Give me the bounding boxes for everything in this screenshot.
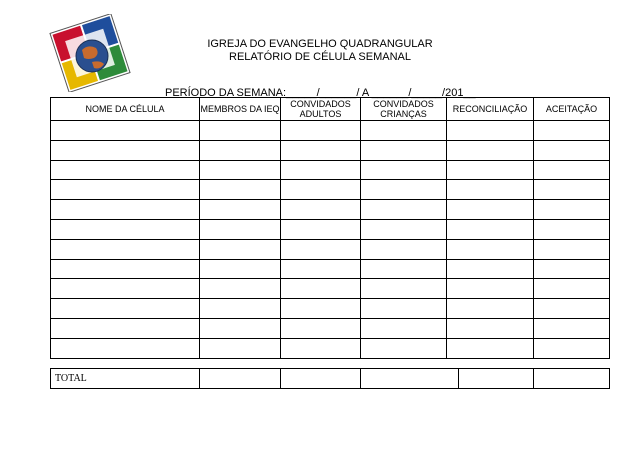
table-cell[interactable] [281,318,361,338]
total-cell[interactable] [200,369,281,389]
table-row [51,338,610,358]
table-cell[interactable] [361,239,447,259]
table-cell[interactable] [281,259,361,279]
table-cell[interactable] [200,259,281,279]
table-cell[interactable] [51,239,200,259]
col-header-aceitacao: ACEITAÇÃO [534,98,610,121]
table-cell[interactable] [51,140,200,160]
table-cell[interactable] [447,121,534,141]
table-cell[interactable] [447,140,534,160]
table-cell[interactable] [361,140,447,160]
table-cell[interactable] [200,121,281,141]
table-cell[interactable] [51,279,200,299]
table-cell[interactable] [200,200,281,220]
table-cell[interactable] [361,219,447,239]
table-row [51,140,610,160]
total-cell[interactable] [281,369,361,389]
table-cell[interactable] [51,180,200,200]
table-cell[interactable] [200,140,281,160]
table-cell[interactable] [447,160,534,180]
table-cell[interactable] [200,160,281,180]
total-cell[interactable] [459,369,534,389]
table-cell[interactable] [200,279,281,299]
table-row [51,219,610,239]
table-cell[interactable] [534,121,610,141]
table-cell[interactable] [534,239,610,259]
table-cell[interactable] [51,200,200,220]
church-name: IGREJA DO EVANGELHO QUADRANGULAR [207,38,433,50]
church-logo-icon [48,14,132,92]
table-cell[interactable] [534,200,610,220]
table-cell[interactable] [534,140,610,160]
table-row [51,239,610,259]
table-row [51,318,610,338]
table-row [51,200,610,220]
period-label: PERÍODO DA SEMANA: [165,87,287,99]
table-cell[interactable] [200,338,281,358]
table-cell[interactable] [200,299,281,319]
table-cell[interactable] [51,338,200,358]
report-table [50,97,610,359]
col-header-convidados-criancas: CONVIDADOS CRIANÇAS [361,98,447,121]
table-cell[interactable] [51,219,200,239]
col-header-nome-celula: NOME DA CÉLULA [51,98,200,121]
col-header-convidados-adultos: CONVIDADOS ADULTOS [281,98,361,121]
table-cell[interactable] [534,299,610,319]
table-cell[interactable] [447,259,534,279]
table-cell[interactable] [361,279,447,299]
table-cell[interactable] [534,259,610,279]
table-cell[interactable] [361,180,447,200]
table-cell[interactable] [361,160,447,180]
table-cell[interactable] [447,200,534,220]
table-cell[interactable] [361,200,447,220]
table-cell[interactable] [447,338,534,358]
table-cell[interactable] [281,239,361,259]
col-header-membros-ieq: MEMBROS DA IEQ [200,98,281,121]
table-cell[interactable] [534,160,610,180]
table-cell[interactable] [447,219,534,239]
table-cell[interactable] [281,200,361,220]
total-cell[interactable] [361,369,459,389]
table-cell[interactable] [361,259,447,279]
table-cell[interactable] [200,318,281,338]
table-cell[interactable] [200,180,281,200]
table-cell[interactable] [534,318,610,338]
report-title: RELATÓRIO DE CÉLULA SEMANAL [229,51,411,63]
table-cell[interactable] [281,299,361,319]
table-cell[interactable] [281,160,361,180]
table-cell[interactable] [281,219,361,239]
total-label: TOTAL [51,369,200,389]
table-cell[interactable] [361,338,447,358]
table-row [51,160,610,180]
table-row [51,121,610,141]
table-cell[interactable] [534,279,610,299]
table-cell[interactable] [361,121,447,141]
table-cell[interactable] [534,180,610,200]
table-cell[interactable] [447,180,534,200]
table-row [51,299,610,319]
table-row [51,279,610,299]
table-cell[interactable] [447,279,534,299]
table-row [51,259,610,279]
table-cell[interactable] [51,318,200,338]
table-cell[interactable] [281,279,361,299]
table-cell[interactable] [281,338,361,358]
table-cell[interactable] [200,219,281,239]
table-cell[interactable] [361,299,447,319]
table-cell[interactable] [447,239,534,259]
table-cell[interactable] [281,140,361,160]
table-cell[interactable] [51,299,200,319]
table-cell[interactable] [447,299,534,319]
table-cell[interactable] [51,259,200,279]
table-cell[interactable] [447,318,534,338]
total-row [51,369,610,389]
period-template: _____/______/ A ______/_____/201__ [286,87,476,99]
table-cell[interactable] [281,180,361,200]
table-cell[interactable] [534,338,610,358]
table-cell[interactable] [281,121,361,141]
table-header-row [51,98,610,121]
col-header-reconciliacao: RECONCILIAÇÃO [447,98,534,121]
table-cell[interactable] [534,219,610,239]
total-table [50,368,610,389]
total-cell[interactable] [534,369,610,389]
table-cell[interactable] [200,239,281,259]
table-cell[interactable] [51,160,200,180]
table-cell[interactable] [361,318,447,338]
table-cell[interactable] [51,121,200,141]
table-row [51,180,610,200]
